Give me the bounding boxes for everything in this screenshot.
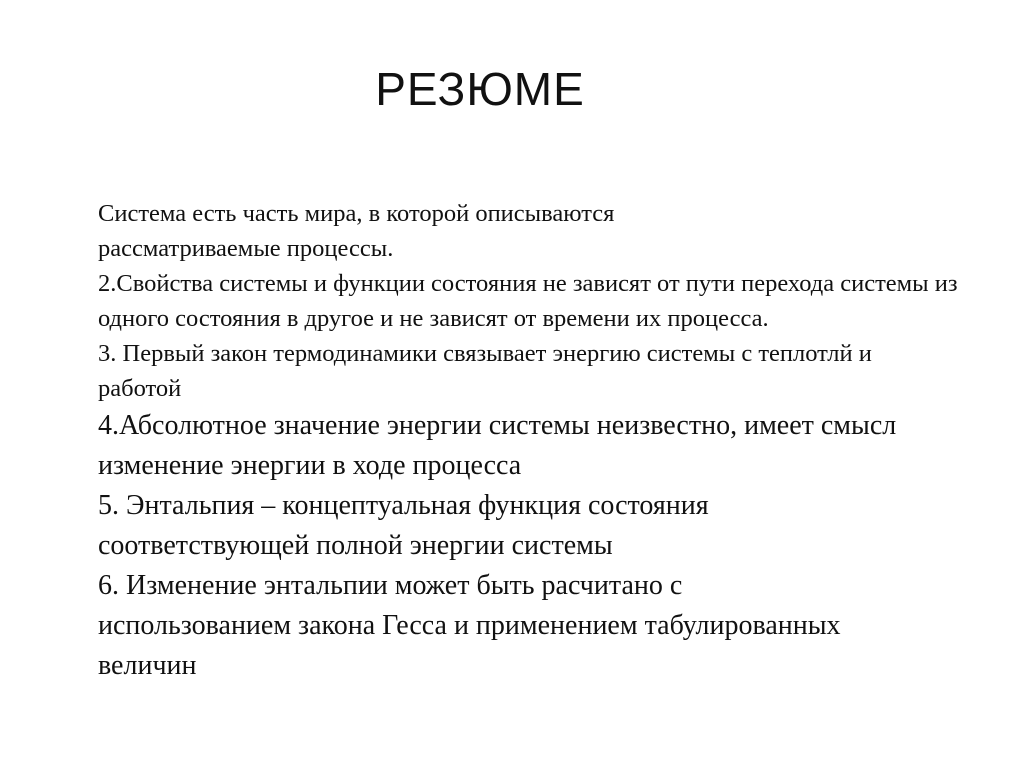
summary-item: 3. Первый закон термодинамики связывает энергию системы с теплотлй и работой [98,340,872,402]
summary-item: Система есть часть мира, в которой описываются рассматриваемые процессы. [98,200,615,262]
summary-item: 5. Энтальпия – концептуальная функция состояния соответствующей полной энергии системы [98,490,709,561]
summary-item: 4.Абсолютное значение энергии системы неизвестно, имеет смысл изменение энергии в ходе процесса [98,410,897,481]
summary-list [98,196,978,686]
summary-item: 2.Свойства системы и функции состояния не зависят от пути перехода системы из одного состояния в другое и не зависят от времени их процесса. [98,270,958,332]
slide-title: РЕЗЮМЕ [375,63,585,115]
summary-item: 6. Изменение энтальпии может быть расчитано с использованием закона Гесса и применением табулированных величин [98,570,841,681]
